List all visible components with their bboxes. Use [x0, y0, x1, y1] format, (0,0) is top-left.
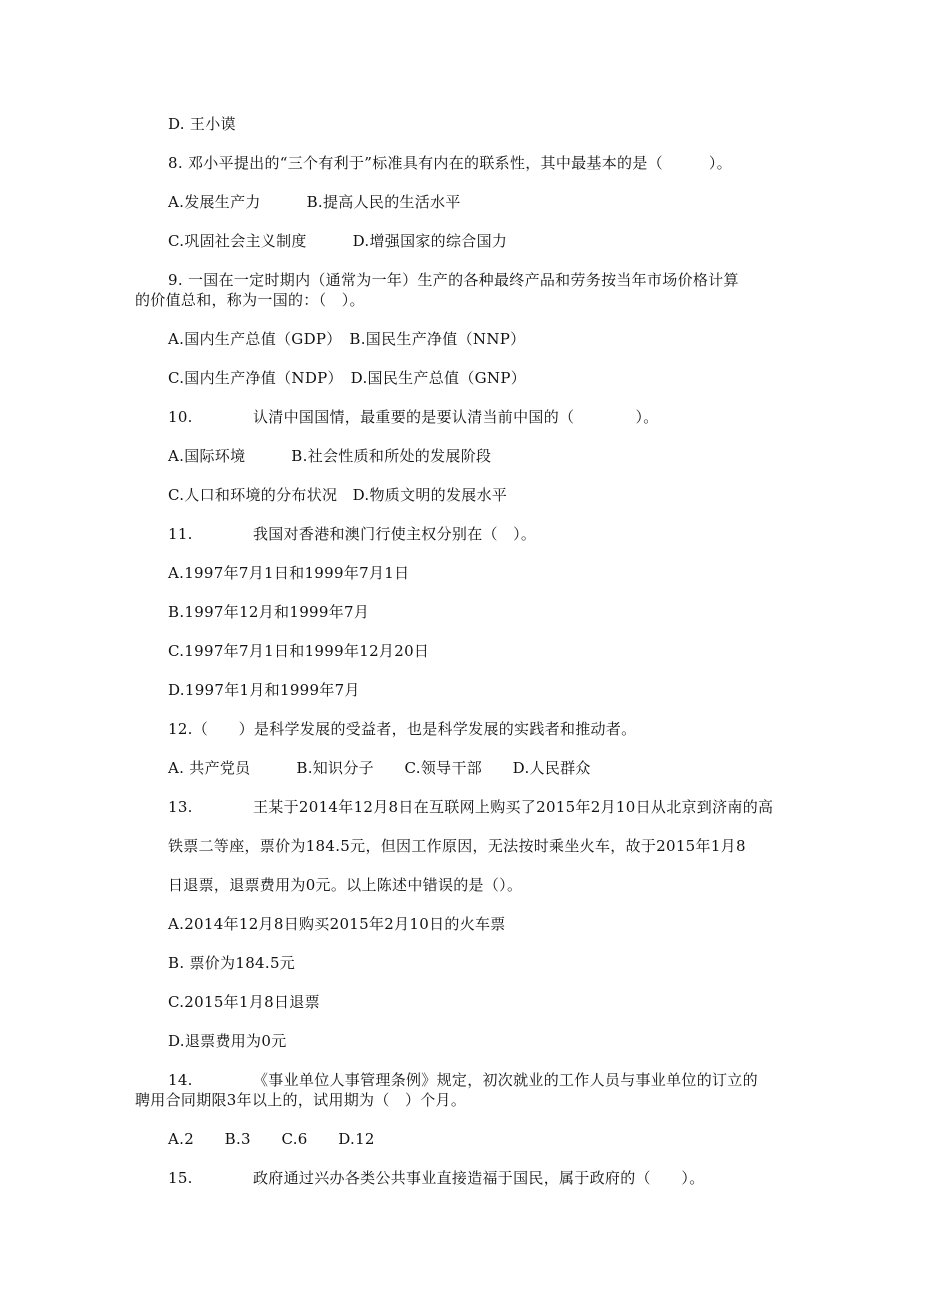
q15-stem: 政府通过兴办各类公共事业直接造福于国民，属于政府的（ ）。 [253, 1169, 705, 1187]
q8-options-line1: A.发展生产力 B.提高人民的生活水平 [168, 193, 461, 211]
q9-options-line1: A.国内生产总值（GDP） B.国民生产净值（NNP） [168, 330, 526, 348]
q8-stem: 8. 邓小平提出的“三个有利于”标准具有内在的联系性，其中最基本的是（ ）。 [168, 154, 732, 172]
q10-options-line1: A.国际环境 B.社会性质和所处的发展阶段 [168, 447, 492, 465]
q13-option-a: A.2014年12月8日购买2015年2月10日的火车票 [168, 915, 506, 933]
q10-stem: 认清中国国情，最重要的是要认清当前中国的（ ）。 [253, 408, 659, 426]
q15-number: 15. [168, 1169, 193, 1187]
q13-stem-line3: 日退票，退票费用为0元。以上陈述中错误的是（）。 [168, 876, 523, 894]
q11-option-d: D.1997年1月和1999年7月 [168, 681, 360, 699]
q14-stem-line1: 《事业单位人事管理条例》规定，初次就业的工作人员与事业单位的订立的 [253, 1071, 758, 1089]
q12-options-line1: A. 共产党员 B.知识分子 C.领导干部 D.人民群众 [168, 759, 591, 777]
q11-option-a: A.1997年7月1日和1999年7月1日 [168, 564, 410, 582]
q12-stem: 12.（ ）是科学发展的受益者，也是科学发展的实践者和推动者。 [168, 720, 637, 738]
q13-option-d: D.退票费用为0元 [168, 1032, 287, 1050]
q13-option-b: B. 票价为184.5元 [168, 954, 296, 972]
q10-options-line2: C.人口和环境的分布状况 D.物质文明的发展水平 [168, 486, 508, 504]
q13-stem-line2: 铁票二等座，票价为184.5元，但因工作原因，无法按时乘坐火车，故于2015年1月8 [168, 837, 746, 855]
q11-option-b: B.1997年12月和1999年7月 [168, 603, 370, 621]
q11-number: 11. [168, 525, 193, 543]
q9-stem-line1: 9. 一国在一定时期内（通常为一年）生产的各种最终产品和劳务按当年市场价格计算 [168, 271, 739, 289]
q9-options-line2: C.国内生产净值（NDP） D.国民生产总值（GNP） [168, 369, 527, 387]
q13-option-c: C.2015年1月8日退票 [168, 993, 320, 1011]
q14-options-line1: A.2 B.3 C.6 D.12 [168, 1130, 375, 1148]
q7-option-d: D. 王小谟 [168, 115, 236, 133]
q13-number: 13. [168, 798, 193, 816]
q14-stem-line2: 聘用合同期限3年以上的，试用期为（ ）个月。 [135, 1091, 467, 1109]
q11-option-c: C.1997年7月1日和1999年12月20日 [168, 642, 430, 660]
q11-stem: 我国对香港和澳门行使主权分别在（ ）。 [253, 525, 537, 543]
q14-number: 14. [168, 1071, 193, 1089]
q13-stem-line1: 王某于2014年12月8日在互联网上购买了2015年2月10日从北京到济南的高 [253, 798, 774, 816]
q8-options-line2: C.巩固社会主义制度 D.增强国家的综合国力 [168, 232, 508, 250]
q10-number: 10. [168, 408, 193, 426]
q9-stem-line2: 的价值总和，称为一国的：（ ）。 [135, 291, 365, 309]
